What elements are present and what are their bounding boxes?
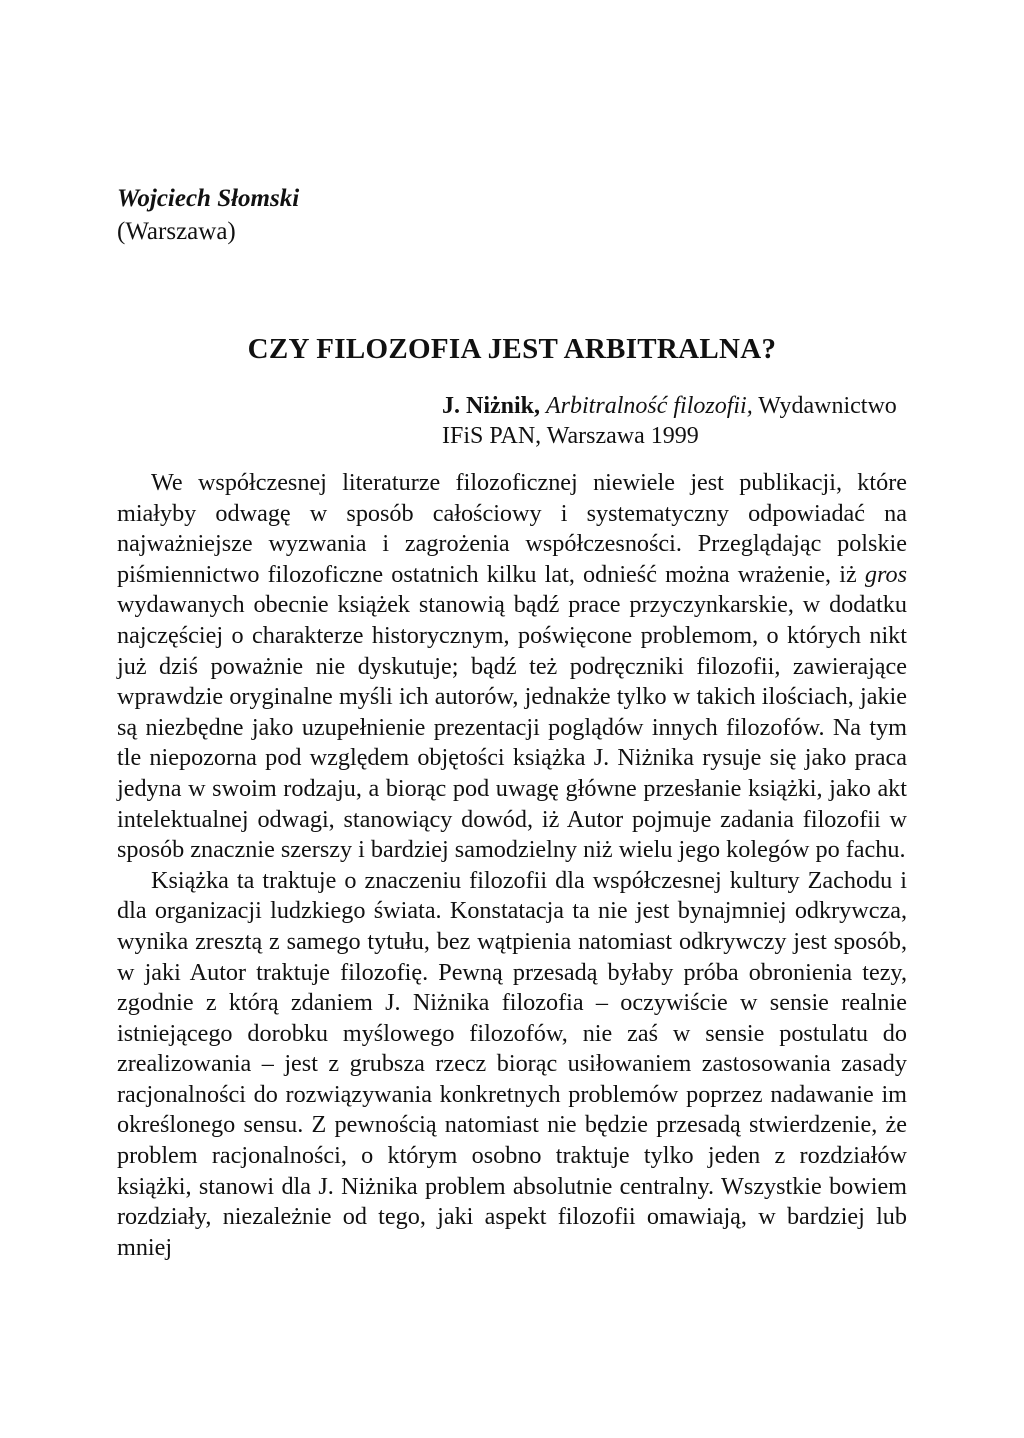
article-body <box>117 468 907 1263</box>
author-block <box>117 182 907 248</box>
reviewed-book-reference <box>442 391 907 451</box>
reviewed-book-title: Arbitralność filozofii, <box>546 393 753 419</box>
paragraph-1-emphasis: gros <box>864 560 907 588</box>
article-title: CZY FILOZOFIA JEST ARBITRALNA? <box>247 333 777 365</box>
author-city: (Warszawa) <box>117 218 236 245</box>
paragraph-1-part-1: We współczesnej literaturze filozoficznej niewiele jest publikacji, które miałyby odwagę w sposób całościowy i systematyczny odpowiadać na najważniejsze wyzwania i zagrożenia współczesności. Przeglądając polskie piśmiennictwo filozoficzne ostatnich kilku lat, odnieść można wrażenie, iż <box>117 469 907 588</box>
paragraph-1-part-2: wydawanych obecnie książek stanowią bądź prace przyczynkarskie, w dodatku najczęściej o charakterze historycznym, poświęcone problemom, o których nikt już dziś poważnie nie dyskutuje; bądź też podręczniki filozofii, zawierające wprawdzie oryginalne myśli ich autorów, jednakże tylko w takich ilościach, jakie są niezbędne jako uzupełnienie prezentacji poglądów innych filozofów. Na tym tle niepozorna pod względem objętości książka J. Niżnika rysuje się jako praca jedyna w swoim rodzaju, a biorąc pod uwagę główne przesłanie książki, jako akt intelektualnej odwagi, stanowiący dowód, iż Autor pojmuje zadania filozofii w sposób znacznie szerszy i bardziej samodzielny niż wielu jego kolegów po fachu. <box>117 591 907 864</box>
paragraph-2: Książka ta traktuje o znaczeniu filozofii dla współczesnej kultury Zachodu i dla organizacji ludzkiego świata. Konstatacja ta nie jest bynajmniej odkrywcza, wynika zresztą z samego tytułu, bez wątpienia natomiast odkrywczy jest sposób, w jaki Autor traktuje filozofię. Pewną przesadą byłaby próba obronienia tezy, zgodnie z którą zdaniem J. Niżnika filozofia – oczywiście w sensie realnie istniejącego dorobku myślowego filozofów, nie zaś w sensie postulatu do zrealizowania – jest z grubsza rzecz biorąc usiłowaniem zastosowania zasady racjonalności do rozwiązywania konkretnych problemów poprzez nadawanie im określonego sensu. Z pewnością natomiast nie będzie przesadą stwierdzenie, że problem racjonalności, o którym osobno traktuje tylko jeden z rozdziałów książki, stanowi dla J. Niżnika problem absolutnie centralny. Wszystkie bowiem rozdziały, niezależnie od tego, jaki aspekt filozofii omawiają, w bardziej lub mniej <box>117 866 907 1261</box>
author-name: Wojciech Słomski <box>117 185 300 212</box>
paragraph-1 <box>117 468 907 866</box>
reviewed-book-author: J. Niżnik, <box>442 393 541 419</box>
document-page <box>117 182 907 1261</box>
reviewed-book-details: Wydawnictwo IFiS PAN, Warszawa 1999 <box>442 393 897 449</box>
